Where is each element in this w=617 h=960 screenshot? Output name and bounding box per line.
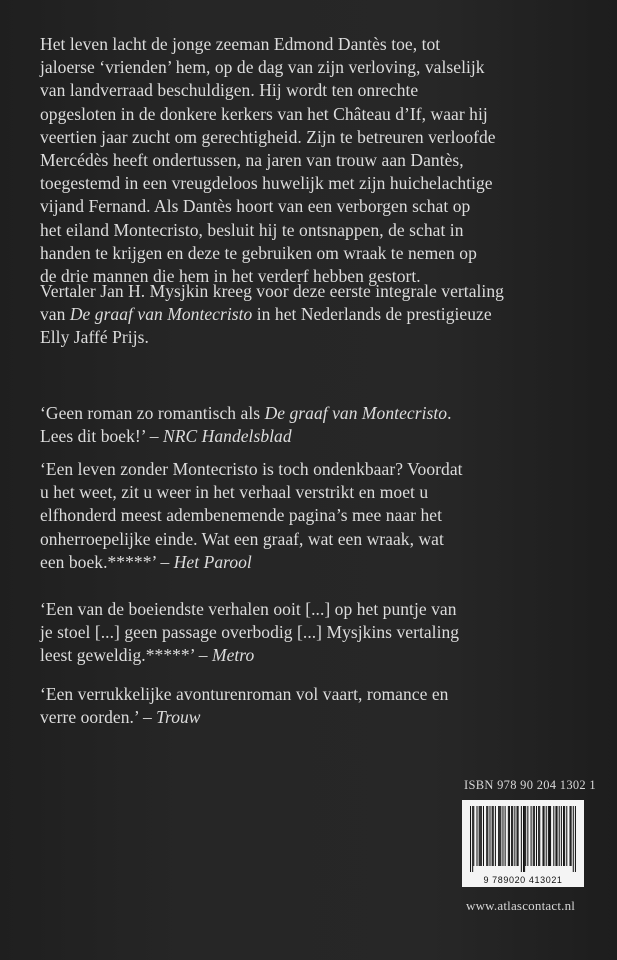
- synopsis-line: van landverraad beschuldigen. Hij wordt ten onrechte: [40, 80, 419, 101]
- quote-line: je stoel [...] geen passage overbodig [...] Mysjkins vertaling: [40, 622, 460, 643]
- translator-line: in het Nederlands de prestigieuze: [252, 304, 492, 325]
- book-title: De graaf van Montecristo: [264, 403, 448, 423]
- quote-line: ‘Een van de boeiendste verhalen ooit [...] op het puntje van: [40, 599, 457, 619]
- quote-line: u het weet, zit u weer in het verhaal verstrikt en moet u: [40, 482, 429, 503]
- synopsis-line: de drie mannen die hem in het verderf hebben gestort.: [40, 266, 421, 287]
- translator-paragraph: [40, 280, 588, 350]
- quote-source: Metro: [211, 645, 255, 666]
- quote-line: elfhonderd meest adembenemende pagina’s mee naar het: [40, 505, 443, 526]
- book-title: De graaf van Montecristo: [69, 304, 253, 325]
- quote-line: ‘Geen roman zo romantisch als: [40, 403, 265, 423]
- quote-line: ‘Een verrukkelijke avonturenroman vol vaart, romance en: [40, 684, 449, 704]
- quote-line: onherroepelijke einde. Wat een graaf, wat een wraak, wat: [40, 528, 444, 549]
- synopsis-line: Mercédès heeft ondertussen, na jaren van trouw aan Dantès,: [40, 150, 464, 171]
- publisher-website: www.atlascontact.nl: [466, 898, 576, 913]
- synopsis-paragraph: [40, 33, 588, 288]
- review-quote-nrc: [40, 402, 588, 448]
- review-quote-metro: [40, 598, 588, 668]
- quote-line: een boek.*****’ –: [40, 551, 174, 572]
- quote-line: leest geweldig.*****’ –: [40, 645, 212, 666]
- quote-source: NRC Handelsblad: [163, 426, 292, 447]
- synopsis-line: jaloerse ‘vrienden’ hem, op de dag van zijn verloving, valselijk: [40, 57, 485, 78]
- review-quote-trouw: [40, 683, 588, 729]
- quote-source: Trouw: [156, 707, 201, 728]
- quote-line: Lees dit boek!’ –: [40, 426, 164, 447]
- review-quote-parool: [40, 458, 588, 574]
- synopsis-line: handen te krijgen en deze te gebruiken om wraak te nemen op: [40, 242, 477, 263]
- translator-line: Vertaler Jan H. Mysjkin kreeg voor deze eerste integrale vertaling: [40, 281, 504, 301]
- synopsis-line: opgesloten in de donkere kerkers van het Château d’If, waar hij: [40, 103, 488, 124]
- synopsis-line: vijand Fernand. Als Dantès hoort van een verborgen schat op: [40, 196, 471, 217]
- quote-source: Het Parool: [173, 551, 252, 572]
- barcode-bars-icon: [470, 806, 576, 872]
- quote-line: verre oorden.’ –: [40, 707, 157, 728]
- synopsis-line: veertien jaar zucht om gerechtigheid. Zijn te betreuren verloofde: [40, 126, 496, 147]
- translator-line: Elly Jaffé Prijs.: [40, 327, 149, 348]
- barcode: [462, 800, 584, 887]
- quote-line: .: [447, 403, 452, 423]
- synopsis-line: toegestemd in een vreugdeloos huwelijk met zijn huichelachtige: [40, 173, 493, 194]
- synopsis-line: Het leven lacht de jonge zeeman Edmond Dantès toe, tot: [40, 34, 441, 54]
- synopsis-line: het eiland Montecristo, besluit hij te ontsnappen, de schat in: [40, 219, 464, 240]
- translator-line: van: [40, 304, 70, 325]
- barcode-digits: 9 789020 413021: [483, 875, 563, 885]
- isbn-label: ISBN 978 90 204 1302 1: [464, 778, 596, 792]
- quote-line: ‘Een leven zonder Montecristo is toch ondenkbaar? Voordat: [40, 459, 463, 479]
